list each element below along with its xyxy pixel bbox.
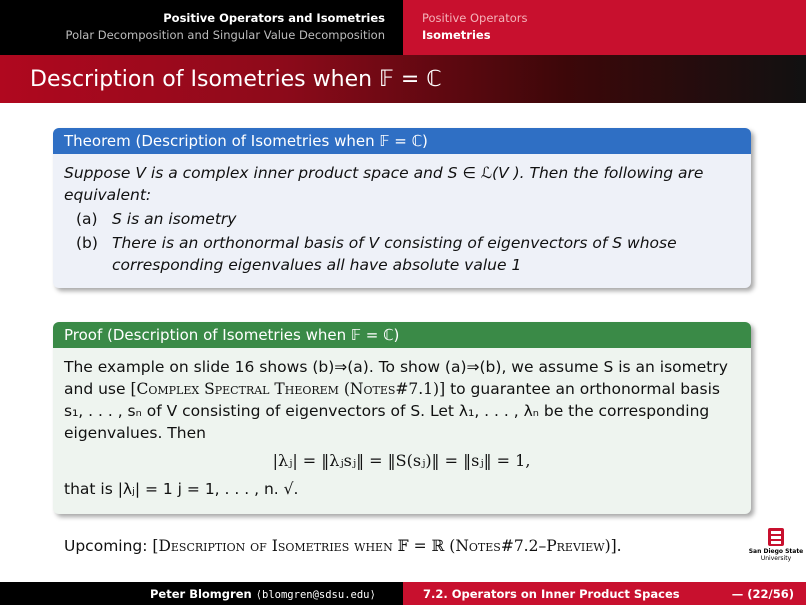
header-nav: [0, 0, 806, 55]
theorem-block: [53, 128, 751, 288]
logo-line1: San Diego State: [748, 548, 804, 555]
upcoming-label: Upcoming:: [64, 537, 148, 555]
item-label: (a): [76, 210, 98, 228]
sdsu-logo-icon: [767, 527, 785, 547]
proof-reference-link[interactable]: [Complex Spectral Theorem (Notes#7.1)]: [130, 380, 446, 398]
footer-page-number: — (22/56): [731, 587, 794, 601]
nav-subsection-positive-operators[interactable]: Positive Operators: [422, 11, 528, 25]
footer-course[interactable]: 7.2. Operators on Inner Product Spaces: [423, 587, 680, 601]
upcoming-reference-link[interactable]: [Description of Isometries when 𝔽 = ℝ (Notes#7.2–Preview)].: [152, 537, 622, 555]
theorem-heading: Theorem (Description of Isometries when 𝔽 = ℂ): [53, 128, 751, 154]
university-logo: [748, 527, 804, 567]
theorem-item-a: [64, 208, 739, 230]
item-text: There is an orthonormal basis of V consisting of eigenvectors of S whose corresponding eigenvalues all have absolute value 1: [112, 234, 677, 274]
item-text: S is an isometry: [112, 210, 237, 228]
header-right: [403, 0, 806, 55]
logo-line2: University: [760, 555, 792, 562]
proof-block: [53, 322, 751, 514]
footer-author-line: [150, 587, 376, 601]
header-left: [0, 0, 403, 55]
theorem-statement: Suppose V is a complex inner product space and S ∈ ℒ(V ). Then the following are equivalent:: [64, 164, 704, 204]
footer-email: ⟨blomgren@sdsu.edu⟩: [255, 589, 376, 601]
footer-author: Peter Blomgren: [150, 587, 252, 601]
proof-text-post: to guarantee an orthonormal basis s₁, . . . , sₙ of V consisting of eigenvectors of S. Let λ₁, . . . , λₙ be the corresponding eigenvalues. Then: [64, 380, 721, 442]
proof-body: [53, 348, 751, 500]
proof-equation: |λⱼ| = ‖λⱼsⱼ‖ = ‖S(sⱼ)‖ = ‖sⱼ‖ = 1,: [272, 451, 531, 470]
title-bar: [0, 55, 806, 103]
proof-text-pre: The example on slide 16 shows (b)⇒(a). To show (a)⇒(b), we assume S is an isometry and use: [64, 358, 728, 398]
footer-left: [0, 582, 403, 605]
item-label: (b): [76, 234, 98, 252]
theorem-body: [53, 154, 751, 276]
nav-section-title[interactable]: Positive Operators and Isometries: [163, 11, 385, 25]
footer-right: [403, 582, 806, 605]
proof-heading: Proof (Description of Isometries when 𝔽 = ℂ): [53, 322, 751, 348]
slide-title: Description of Isometries when 𝔽 = ℂ: [30, 67, 442, 92]
proof-paragraph: [64, 356, 739, 444]
theorem-item-b: [64, 232, 739, 276]
nav-section-subtitle[interactable]: Polar Decomposition and Singular Value Decomposition: [65, 28, 385, 42]
proof-conclusion: that is |λⱼ| = 1 j = 1, . . . , n. √.: [64, 480, 299, 498]
nav-subsection-isometries[interactable]: Isometries: [422, 28, 491, 42]
footer: [0, 582, 806, 605]
upcoming-line: [64, 537, 622, 555]
